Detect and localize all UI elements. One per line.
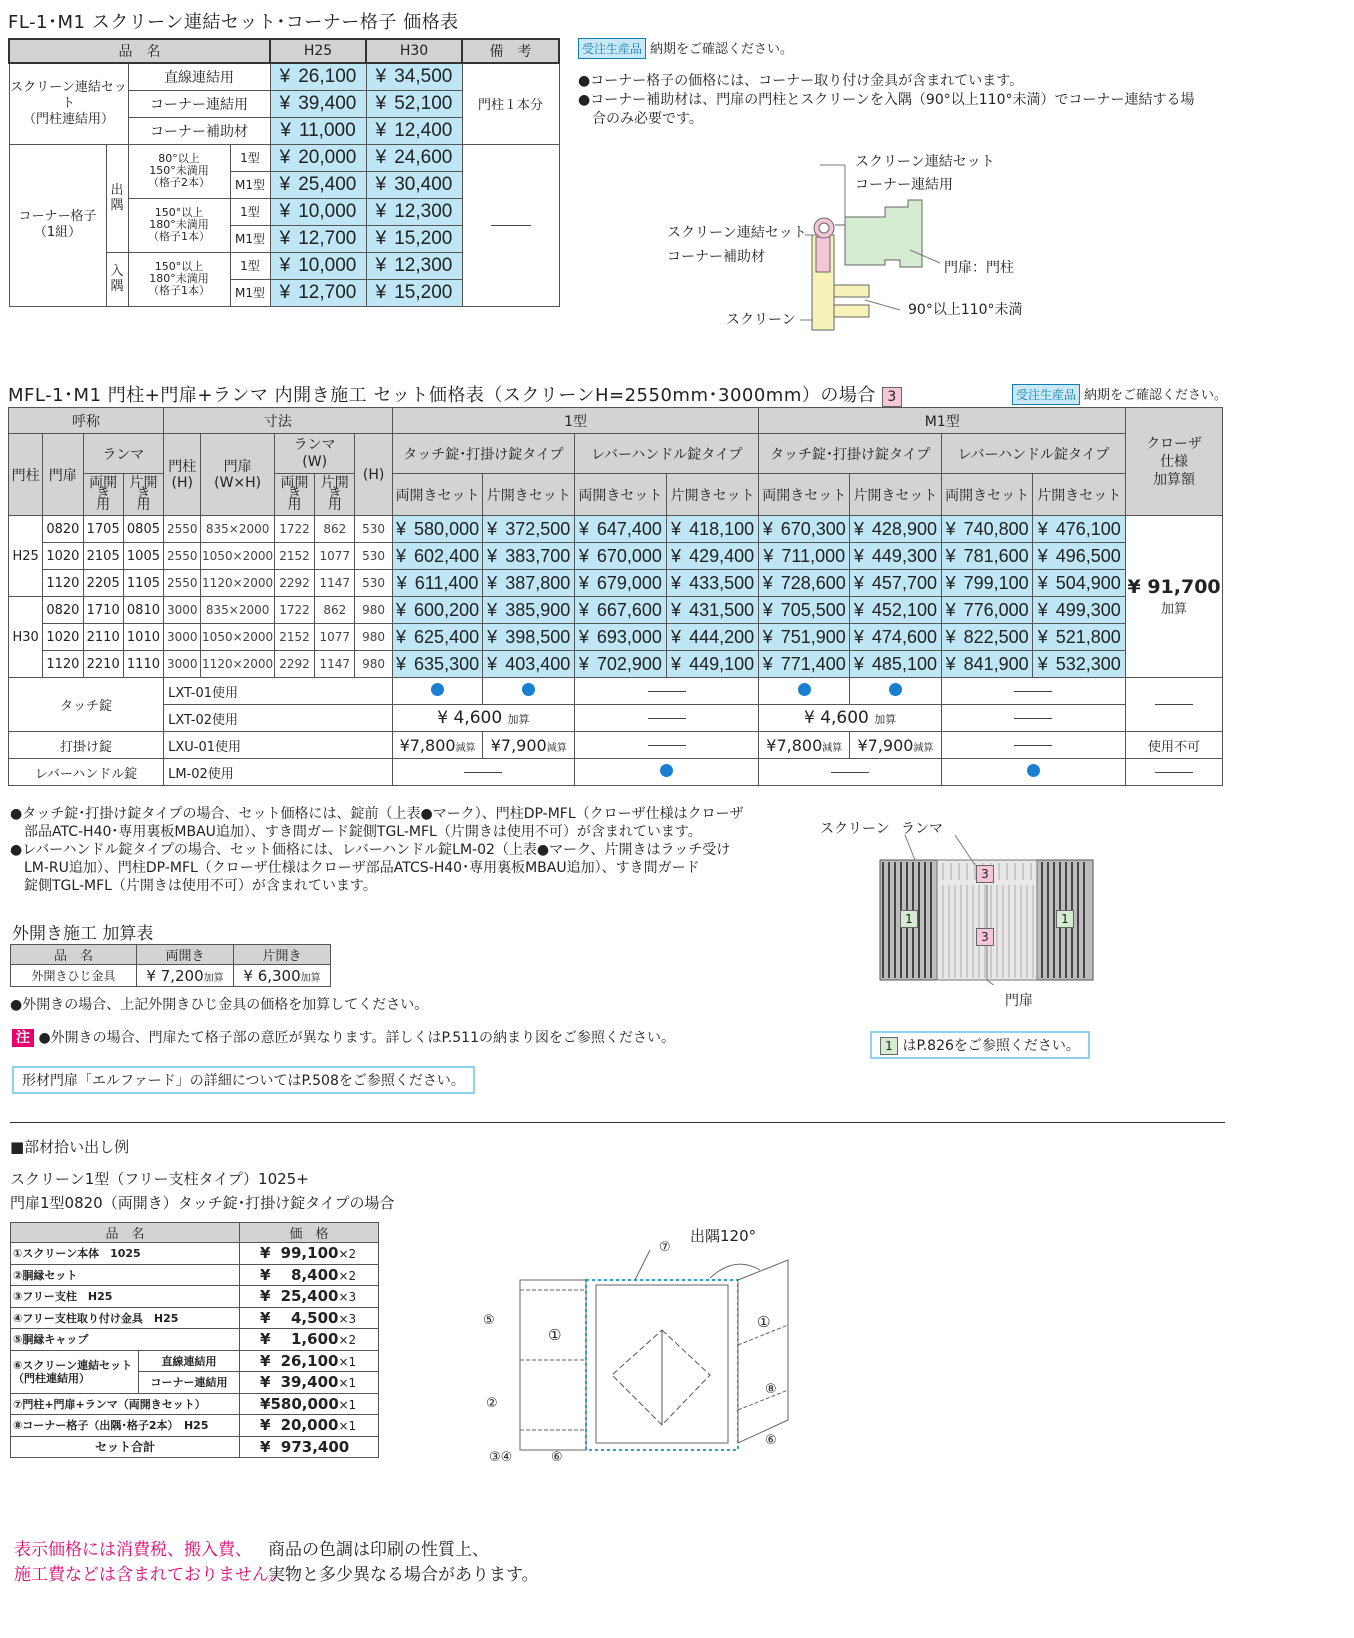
set-price-cell: ¥ 444,200 [666,624,759,651]
diag-label: コーナー補助材 [667,249,765,265]
set-price-cell: ¥ 372,500 [483,516,575,543]
dim-cell: 1722 [274,597,314,624]
price-cell: ¥ 15,200 [366,225,462,252]
parts-table: 品 名 価 格 ①スクリーン本体 1025 ¥ 99,100×2 ②胴縁セット ¥ 8,400×2 ③フリー支柱 H25 ¥ 25,400×3 ④フリー支柱取り付け金具 H25 ¥ 4,500×3 ⑤胴縁キャップ ¥ 1,600×2 ⑥スクリーン連結セット （門柱連結用） 直線連結用 ¥ 26,100×1 コーナー連結用 ¥ 39,400×1 ⑦門柱+門扉+ランマ（両開きセット） ¥580,000×1 ⑧コーナー格子（出隅･格子2本） H25 ¥ 20,000×1 セット合計 ¥ 973,400 [10,1222,379,1458]
sec1-notes [578,72,1194,129]
parts-price: ¥ 20,000×1 [240,1415,379,1437]
section3-sub: 門扉1型0820（両開き）タッチ錠･打掛け錠タイプの場合 [10,1194,395,1212]
dim-cell: 530 [355,570,392,597]
parts-price: ¥580,000×1 [240,1393,379,1415]
th-yobi: 呼称 [9,408,164,434]
dim-cell: 835×2000 [201,597,275,624]
set-price-cell: ¥ 457,700 [850,570,942,597]
diag-label: スクリーン [726,312,796,328]
set-price-cell: ¥ 635,300 [392,651,483,678]
price-cell: ¥ 30,400 [366,171,462,198]
parts-price: ¥ 4,500×3 [240,1307,379,1329]
ranma-code: 1010 [123,624,163,651]
set-price-cell: ¥ 602,400 [392,543,483,570]
th-sunpo: 寸法 [164,408,393,434]
set-price-cell: ¥ 841,900 [941,651,1033,678]
set-price-cell: ¥ 474,600 [850,624,942,651]
sec2-notes: ●タッチ錠･打掛け錠タイプの場合、セット価格には、錠前（上表●マーク）、門柱DP-MFL（クローザ仕様はクローザ 部品ATC-H40･専用裏板MBAU追加）、すき間ガード錠側TGL-MFL（片開きは使用不可）が含まれています。 ●レバーハンドル錠タイプの場合、セット価格には、レバーハンドル錠LM-02（上表●マーク、片開きはラッチ受け LM-RU追加）、門柱DP-MFL（クローザ仕様はクローザ部品ATCS-H40･専用裏板MBAU追加）、すき間ガード 錠側TGL-MFL（片開きは使用不可）が含まれています。 [10,806,744,894]
type-label: 1型 [230,144,270,171]
row-label: 直線連結用 [128,63,270,90]
parts-row [11,1415,379,1437]
divider [10,1122,1225,1123]
set-price-cell: ¥ 711,000 [759,543,850,570]
dim-cell: 862 [315,597,355,624]
na-cell [941,705,1125,732]
made-to-order-badge: 受注生産品 [578,38,646,59]
price-cell: ¥ 12,300 [366,198,462,225]
made-to-order-note [578,38,793,59]
dim-cell: 862 [315,516,355,543]
price-row [9,651,1223,678]
set-price-cell: ¥ 670,300 [759,516,850,543]
set-price-cell: ¥ 431,500 [666,597,759,624]
set-price-cell: ¥ 476,100 [1033,516,1126,543]
price-row [9,624,1223,651]
dim-cell: 2292 [274,651,314,678]
set-price-cell: ¥ 679,000 [575,570,667,597]
price-cell: ¥ 25,400 [270,171,366,198]
made-to-order-note: 受注生産品 納期をご確認ください。 [1012,384,1227,405]
elfard-ref-box: 形材門扉「エルファード」の詳細についてはP.508をご参照ください。 [12,1066,475,1094]
th-note: 備 考 [462,39,559,63]
price-cell: ¥ 15,200 [366,279,462,306]
diag-label: 門扉：門柱 [944,260,1014,276]
dim-cell: 530 [355,543,392,570]
set-price-cell: ¥ 504,900 [1033,570,1126,597]
footer-color-note: 商品の色調は印刷の性質上、 実物と多少異なる場合があります。 [268,1540,539,1585]
parts-name: ⑤胴縁キャップ [11,1329,240,1351]
dim-cell: 1147 [315,651,355,678]
price-cell: ¥ 10,000 [270,198,366,225]
set-price-cell: ¥ 532,300 [1033,651,1126,678]
na-cell [941,678,1125,705]
section2-title: MFL-1･M1 門柱+門扉+ランマ 内開き施工 セット価格表（スクリーンH=2550mm･3000mm）の場合 3 [8,381,902,407]
sub-cell: ¥7,900減算 [483,732,575,759]
diag-label: ランマ [901,821,943,837]
na-cell [1126,678,1223,732]
th-set2: 両開きセット [575,474,667,516]
available-dot-icon [1027,764,1040,777]
diag-label: 90°以上110°未満 [908,302,1023,318]
row-label: コーナー補助材 [128,117,270,144]
angle-label: 150°以上 180°未満用 （格子1本） [128,198,230,252]
set-price-table [8,407,1223,786]
set-price-cell: ¥ 383,700 [483,543,575,570]
dim-cell: 2550 [164,543,201,570]
set-price-cell: ¥ 771,400 [759,651,850,678]
dim-cell: 1077 [315,543,355,570]
lxt01-label: LXT-01使用 [164,678,393,705]
diag-label: スクリーン連結セット [855,154,995,170]
monchu-height: H25 [9,516,43,597]
lever-lock-label: レバーハンドル錠 [9,759,164,786]
sub-cell: ¥7,800減算 [759,732,850,759]
ranma-code: 2105 [83,543,123,570]
mark-cell [850,678,942,705]
parts-name: ②胴縁セット [11,1264,240,1286]
parts-price: ¥ 99,100×2 [240,1243,379,1265]
na-cell [941,732,1125,759]
set-price-cell: ¥ 693,000 [575,624,667,651]
price-cell: ¥ 52,100 [366,90,462,117]
dim-cell: 1120×2000 [201,570,275,597]
parts-name: ⑦門柱+門扉+ランマ（両開きセット） [11,1393,240,1415]
set-price-cell: ¥ 496,500 [1033,543,1126,570]
th-ranma: ランマ [83,434,164,474]
price-cell: ¥ 34,500 [366,63,462,90]
parts-row [11,1243,379,1265]
set-price-cell: ¥ 521,800 [1033,624,1126,651]
set-price-cell: ¥ 428,900 [850,516,942,543]
set-price-cell: ¥ 670,000 [575,543,667,570]
set-price-cell: ¥ 611,400 [392,570,483,597]
price-cell: ¥ 39,400 [270,90,366,117]
type-label: 1型 [230,198,270,225]
na-cell [575,678,759,705]
set-price-cell: ¥ 385,900 [483,597,575,624]
note-cell [462,144,559,306]
th-type1: 1型 [392,408,759,434]
set-price-cell: ¥ 449,100 [666,651,759,678]
th-monchu-h: 門柱 (H) [164,434,201,516]
ranma-code: 2205 [83,570,123,597]
th-set2: 両開きセット [392,474,483,516]
price-cell: ¥ 20,000 [270,144,366,171]
unusable-cell: 使用不可 [1126,732,1223,759]
dim-cell: 3000 [164,651,201,678]
parts-price: ¥ 26,100×1 [240,1350,379,1372]
mark-cell [759,678,850,705]
set-price-cell: ¥ 751,900 [759,624,850,651]
th-monpi-wh: 門扉 (W×H) [201,434,275,516]
ranma-code: 1705 [83,516,123,543]
badge-note: 納期をご確認ください。 [650,42,794,57]
dim-cell: 2292 [274,570,314,597]
price-cell: ¥ 12,700 [270,225,366,252]
deme-angle-label: 出隅120° [690,1227,757,1245]
set-price-cell: ¥ 499,300 [1033,597,1126,624]
available-dot-icon [660,764,673,777]
available-dot-icon [798,683,811,696]
section1-title: FL-1･M1 スクリーン連結セット･コーナー格子 価格表 [8,12,459,33]
uchi-lock-label: 打掛け錠 [9,732,164,759]
parts-price: ¥ 8,400×2 [240,1264,379,1286]
set-price-cell: ¥ 452,100 [850,597,942,624]
set-price-cell: ¥ 398,500 [483,624,575,651]
parts-price: ¥ 39,400×1 [240,1372,379,1394]
parts-row [11,1264,379,1286]
diag-num-1: 1 [1056,910,1074,928]
th-kata: 片開き 用 [315,474,355,516]
section3-sub: スクリーン1型（フリー支柱タイプ）1025+ [10,1170,309,1188]
dim-cell: 980 [355,624,392,651]
th-set2: 両開きセット [941,474,1033,516]
dim-cell: 2152 [274,543,314,570]
monchu-height: H30 [9,597,43,678]
price-row [9,597,1223,624]
ranma-code: 2210 [83,651,123,678]
parts-row [11,1286,379,1308]
na-cell [392,759,574,786]
price-row [9,570,1223,597]
th-lever-type: レバーハンドル錠タイプ [575,434,759,474]
na-cell [575,705,759,732]
dim-cell: 1147 [315,570,355,597]
diag-label: 門扉 [1005,993,1033,1009]
set-price-cell: ¥ 429,400 [666,543,759,570]
set-price-cell: ¥ 600,200 [392,597,483,624]
mark-cell [575,759,759,786]
price-cell: ¥ 24,600 [366,144,462,171]
parts-row [11,1393,379,1415]
type-label: 1型 [230,252,270,279]
na-cell [575,732,759,759]
outer-opening-table: 品 名 両開き 片開き 外開きひじ金具 ¥ 7,200加算 ¥ 6,300加算 [10,944,331,987]
parts-name: 直線連結用 [139,1350,240,1372]
parts-price: ¥ 1,600×2 [240,1329,379,1351]
price-cell: ¥ 12,400 [366,117,462,144]
th-set2: 両開きセット [759,474,850,516]
set-price-cell: ¥ 485,100 [850,651,942,678]
th-set1: 片開きセット [666,474,759,516]
diag-label: スクリーン [820,821,890,837]
th-h25: H25 [270,39,366,63]
note-cell: 門柱１本分 [462,63,559,144]
diag-label: スクリーン連結セット [667,225,807,241]
parts-name: ⑥スクリーン連結セット （門柱連結用） [11,1350,139,1393]
set-price-cell: ¥ 625,400 [392,624,483,651]
touch-lock-label: タッチ錠 [9,678,164,732]
set-price-cell: ¥ 822,500 [941,624,1033,651]
set-price-cell: ¥ 702,900 [575,651,667,678]
mark-cell [392,678,483,705]
soto-title: 外開き施工 加算表 [12,924,154,944]
ranma-code: 0810 [123,597,163,624]
set-price-cell: ¥ 387,800 [483,570,575,597]
available-dot-icon [889,683,902,696]
dim-cell: 1077 [315,624,355,651]
group-label: スクリーン連結セット （門柱連結用） [9,63,128,144]
note-line: 合のみ必要です。 [592,111,703,127]
closer-price: ¥ 91,700 加算 [1126,516,1223,678]
dim-cell: 2550 [164,516,201,543]
price-cell: ¥ 12,300 [366,252,462,279]
diag-num-3: 3 [976,928,994,946]
na-cell [1126,759,1223,786]
available-dot-icon [522,683,535,696]
total-value: ¥ 973,400 [240,1436,379,1457]
monpi-code: 1120 [43,651,83,678]
set-price-cell: ¥ 403,400 [483,651,575,678]
parts-name: ⑧コーナー格子（出隅･格子2本） H25 [11,1415,240,1437]
parts-name: コーナー連結用 [139,1372,240,1394]
dim-cell: 1120×2000 [201,651,275,678]
dim-cell: 1050×2000 [201,624,275,651]
group-label: コーナー格子 （1組） [9,144,106,306]
deme-label: 出 隅 [106,144,128,252]
dim-cell: 530 [355,516,392,543]
price-row [9,516,1223,543]
th-monpi: 門扉 [43,434,83,516]
parts-layout-diagram [470,1225,810,1470]
dim-cell: 980 [355,597,392,624]
set-price-cell: ¥ 667,600 [575,597,667,624]
parts-name: ①スクリーン本体 1025 [11,1243,240,1265]
monpi-code: 1020 [43,543,83,570]
th-ranma-w: ランマ (W) [274,434,355,474]
ranma-code: 0805 [123,516,163,543]
price-cell: ¥ 10,000 [270,252,366,279]
set-price-cell: ¥ 799,100 [941,570,1033,597]
type-label: M1型 [230,171,270,198]
price-cell: ¥ 26,100 [270,63,366,90]
ranma-code: 1110 [123,651,163,678]
angle-label: 80°以上 150°未満用 （格子2本） [128,144,230,198]
parts-row [11,1307,379,1329]
set-price-cell: ¥ 740,800 [941,516,1033,543]
th-lever-type: レバーハンドル錠タイプ [941,434,1125,474]
set-price-cell: ¥ 705,500 [759,597,850,624]
mark-cell [483,678,575,705]
ranma-code: 1710 [83,597,123,624]
lxt02-label: LXT-02使用 [164,705,393,732]
th-monchu: 門柱 [9,434,43,516]
set-price-cell: ¥ 580,000 [392,516,483,543]
set-price-cell: ¥ 433,500 [666,570,759,597]
iri-label: 入 隅 [106,252,128,306]
dim-cell: 2550 [164,570,201,597]
diag-num-3: 3 [976,865,994,883]
price-cell: ¥ 11,000 [270,117,366,144]
type-label: M1型 [230,279,270,306]
ranma-code: 1005 [123,543,163,570]
dim-cell: 835×2000 [201,516,275,543]
section3-title: ■部材拾い出し例 [10,1138,130,1156]
th-name: 品 名 [9,39,270,63]
set-price-cell: ¥ 728,600 [759,570,850,597]
set-price-cell: ¥ 418,100 [666,516,759,543]
parts-price: ¥ 25,400×3 [240,1286,379,1308]
add-cell: ¥ 4,600 加算 [392,705,574,732]
monpi-code: 1120 [43,570,83,597]
parts-row [11,1329,379,1351]
th-kata: 片開き 用 [123,474,163,516]
parts-name: ③フリー支柱 H25 [11,1286,240,1308]
th-closer: クローザ 仕様 加算額 [1126,408,1223,516]
number-badge: 3 [882,387,902,407]
note-line: ●コーナー補助材は、門扉の門柱とスクリーンを入隅（90°以上110°未満）でコーナー連結する場 [578,92,1195,108]
set-price-cell: ¥ 449,300 [850,543,942,570]
add-cell: ¥ 4,600 加算 [759,705,941,732]
dim-cell: 980 [355,651,392,678]
caution-badge: 注 [12,1029,34,1047]
angle-label: 150°以上 180°未満用 （格子1本） [128,252,230,306]
available-dot-icon [431,683,444,696]
th-ryo: 両開き 用 [274,474,314,516]
sub-cell: ¥7,800減算 [392,732,483,759]
caution-note: 注 ●外開きの場合、門扉たて格子部の意匠が異なります。詳しくはP.511の納まり図をご参照ください。 [12,1027,675,1047]
note-line: ●コーナー格子の価格には、コーナー取り付け金具が含まれています。 [578,73,1024,89]
lxu01-label: LXU-01使用 [164,732,393,759]
set-price-cell: ¥ 776,000 [941,597,1033,624]
ranma-code: 2110 [83,624,123,651]
set-price-cell: ¥ 647,400 [575,516,667,543]
parts-row [11,1350,379,1372]
soto-note: ●外開きの場合、上記外開きひじ金具の価格を加算してください。 [10,997,429,1013]
th-set1: 片開きセット [850,474,942,516]
dim-cell: 1050×2000 [201,543,275,570]
th-h30: H30 [366,39,462,63]
price-cell: ¥ 12,700 [270,279,366,306]
total-label: セット合計 [11,1436,240,1457]
diag-label: コーナー連結用 [855,177,953,193]
th-touch-type: タッチ錠･打掛け錠タイプ [759,434,941,474]
monpi-code: 0820 [43,516,83,543]
dim-cell: 3000 [164,624,201,651]
price-row [9,543,1223,570]
th-set1: 片開きセット [1033,474,1126,516]
mark-cell [941,759,1125,786]
made-to-order-badge: 受注生産品 [1012,384,1080,405]
set-price-cell: ¥ 781,600 [941,543,1033,570]
monpi-code: 0820 [43,597,83,624]
ref-box: 1 はP.826をご参照ください。 [870,1031,1090,1059]
diag-num-1: 1 [900,910,918,928]
monpi-code: 1020 [43,624,83,651]
ranma-code: 1105 [123,570,163,597]
lm02-label: LM-02使用 [164,759,393,786]
th-set1: 片開きセット [483,474,575,516]
row-label: コーナー連結用 [128,90,270,117]
th-typem1: M1型 [759,408,1126,434]
parts-name: ④フリー支柱取り付け金具 H25 [11,1307,240,1329]
th-ryo: 両開き 用 [83,474,123,516]
footer-tax-note: 表示価格には消費税、搬入費、 施工費などは含まれておりません。 [14,1540,288,1585]
th-ranma-h: (H) [355,434,392,516]
dim-cell: 2152 [274,624,314,651]
na-cell [759,759,941,786]
corner-price-table [8,38,560,307]
type-label: M1型 [230,225,270,252]
th-touch-type: タッチ錠･打掛け錠タイプ [392,434,574,474]
dim-cell: 3000 [164,597,201,624]
dim-cell: 1722 [274,516,314,543]
sub-cell: ¥7,900減算 [850,732,942,759]
